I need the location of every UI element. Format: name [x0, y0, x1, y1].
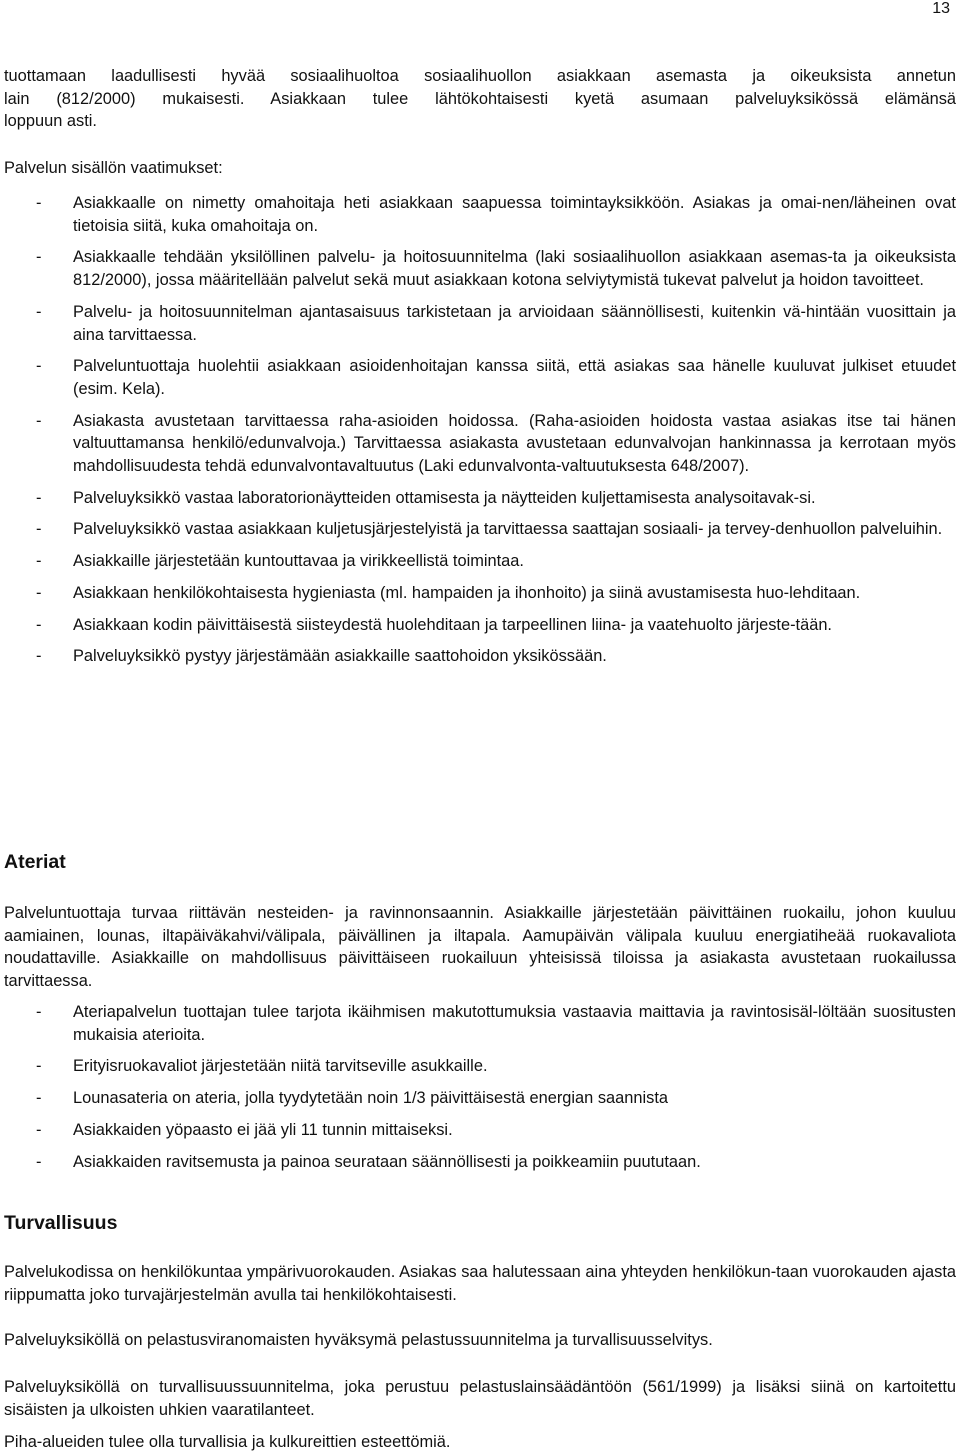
list-item: - Asiakkaille järjestetään kuntouttavaa ja virikkeellistä toimintaa. — [4, 550, 956, 573]
list-item: - Asiakasta avustetaan tarvittaessa raha-asioiden hoidossa. (Raha-asioiden hoidosta vastaa asiakas itse tai hänen valtuuttamansa henkilö/edunvalvoja.) Tarvittaessa asiakasta avustetaan edunvalvojan hankinnassa ja kerrotaan myös mahdollisuudesta tehdä edunvalvontavaltuutus (Laki edunvalvonta-valtuutuksesta 648/2007). — [4, 410, 956, 478]
list-item: - Asiakkaiden ravitsemusta ja painoa seurataan säännöllisesti ja poikkeamiin puututaan. — [4, 1151, 956, 1174]
list-item: - Palveluntuottaja huolehtii asiakkaan asioidenhoitajan kanssa siitä, että asiakas saa hänelle kuuluvat julkiset etuudet (esim. Kela). — [4, 355, 956, 400]
list-item: - Palveluyksikkö vastaa asiakkaan kuljetusjärjestelyistä ja tarvittaessa saattajan sosiaali- ja tervey-denhuollon palveluihin. — [4, 518, 956, 541]
list-item: - Asiakkaalle on nimetty omahoitaja heti asiakkaan saapuessa toimintayksikköön. Asiakas ja omai-nen/läheinen ovat tietoisia siitä, kuka omahoitaja on. — [4, 192, 956, 237]
list-item: - Asiakkaiden yöpaasto ei jää yli 11 tunnin mittaiseksi. — [4, 1119, 956, 1142]
list-item: - Asiakkaan kodin päivittäisestä siisteydestä huolehditaan ja tarpeellinen liina- ja vaatehuolto järjeste-tään. — [4, 614, 956, 637]
safety-paragraph: Piha-alueiden tulee olla turvallisia ja kulkureittien esteettömiä. — [4, 1433, 451, 1451]
section-heading-safety: Turvallisuus — [4, 1212, 118, 1234]
intro-paragraph — [4, 65, 956, 133]
list-item: - Asiakkaalle tehdään yksilöllinen palvelu- ja hoitosuunnitelma (laki sosiaalihuollon asiakkaan asemas-ta ja oikeuksista 812/2000), jossa määritellään palvelut sekä muut asiakkaan kotona selviytymistä tukevat palvelut ja hoidon tavoitteet. — [4, 246, 956, 291]
list-item: - Palveluyksikkö pystyy järjestämään asiakkaille saattohoidon yksikössään. — [4, 645, 956, 668]
intro-line: tuottamaan laadullisesti hyvää sosiaalihuoltoa sosiaalihuollon asiakkaan asemasta ja oikeuksista annetun — [4, 67, 956, 85]
section-heading-meals: Ateriat — [4, 851, 66, 873]
list-item: - Erityisruokavaliot järjestetään niitä tarvitseville asukkaille. — [4, 1055, 956, 1078]
intro-line: lain (812/2000) mukaisesti. Asiakkaan tulee lähtökohtaisesti kyetä asumaan palveluyksikössä elämänsä — [4, 89, 956, 108]
list-item: - Asiakkaan henkilökohtaisesta hygieniasta (ml. hampaiden ja ihonhoito) ja siinä avustamisesta huo-lehditaan. — [4, 582, 956, 605]
meals-list — [4, 1001, 956, 1173]
safety-paragraph: Palvelukodissa on henkilökuntaa ympärivuorokauden. Asiakas saa halutessaan aina yhteyden henkilökun-taan vuorokauden ajasta riippumatta joko turvajärjestelmän avulla tai henkilökohtaisesti. — [4, 1263, 956, 1304]
content-requirements-title: Palvelun sisällön vaatimukset: — [4, 159, 223, 177]
list-item: - Ateriapalvelun tuottajan tulee tarjota ikäihmisen makutottumuksia vastaavia maittavia ja ravintosisäl-löltään suositusten mukaisia aterioita. — [4, 1001, 956, 1046]
safety-paragraph: Palveluyksiköllä on pelastusviranomaisten hyväksymä pelastussuunnitelma ja turvallisuusselvitys. — [4, 1331, 713, 1349]
list-item: - Palvelu- ja hoitosuunnitelman ajantasaisuus tarkistetaan ja arvioidaan säännöllisesti, kuitenkin vä-hintään vuosittain ja aina tarvittaessa. — [4, 301, 956, 346]
content-requirements-list — [4, 192, 956, 668]
page-number: 13 — [932, 0, 950, 17]
list-item: - Lounasateria on ateria, jolla tyydytetään noin 1/3 päivittäisestä energian saannista — [4, 1087, 956, 1110]
safety-paragraph: Palveluyksiköllä on turvallisuussuunnitelma, joka perustuu pelastuslainsäädäntöön (561/1999) ja lisäksi siinä on kartoitettu sisäisten ja ulkoisten uhkien vaaratilanteet. — [4, 1378, 956, 1419]
meals-paragraph: Palveluntuottaja turvaa riittävän nesteiden- ja ravinnonsaannin. Asiakkaille järjestetään päivittäinen ruokailu, johon kuuluu aamiainen, lounas, iltapäiväkahvi/välipala, päivällinen ja iltapala. Aamupäivän välipala kuuluu energiatiheää ruokavaliota noudattaville. Asiakkaille on mahdollisuus päivittäiseen ruokailuun yhteisissä tiloissa ja asiakasta avustetaan ruokailussa tarvittaessa. — [4, 904, 956, 991]
list-item: - Palveluyksikkö vastaa laboratorionäytteiden ottamisesta ja näytteiden kuljettamisesta analysoitavak-si. — [4, 487, 956, 510]
intro-line: loppuun asti. — [4, 112, 97, 131]
